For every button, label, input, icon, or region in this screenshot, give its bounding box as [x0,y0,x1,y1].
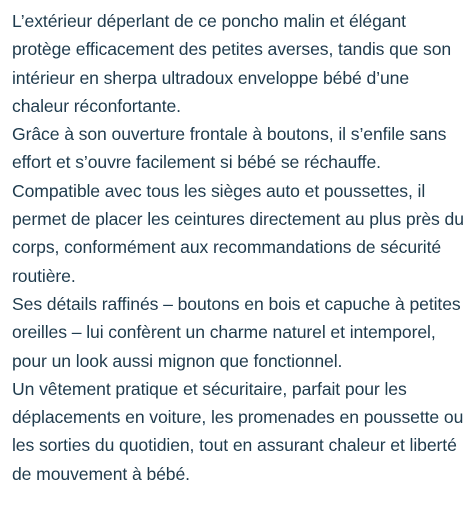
description-paragraph-3: Compatible avec tous les sièges auto et poussettes, il permet de placer les ceintures directement au plus près du corps, conformément aux recommandations de sécurité routière. [12,180,464,286]
description-paragraph-5: Un vêtement pratique et sécuritaire, parfait pour les déplacements en voiture, les promenades en poussette ou les sorties du quotidien, tout en assurant chaleur et liberté de mouvement à bébé. [12,378,464,484]
description-paragraph-4: Ses détails raffinés – boutons en bois et capuche à petites oreilles – lui confèrent un charme naturel et intemporel, pour un look aussi mignon que fonctionnel. [12,293,461,371]
product-description [12,7,464,488]
description-paragraph-1: L’extérieur déperlant de ce poncho malin et élégant protège efficacement des petites averses, tandis que son intérieur en sherpa ultradoux enveloppe bébé d’une chaleur réconfortante. [12,11,452,116]
description-paragraph-2: Grâce à son ouverture frontale à boutons, il s’enfile sans effort et s’ouvre facilement si bébé se réchauffe. [12,124,447,173]
